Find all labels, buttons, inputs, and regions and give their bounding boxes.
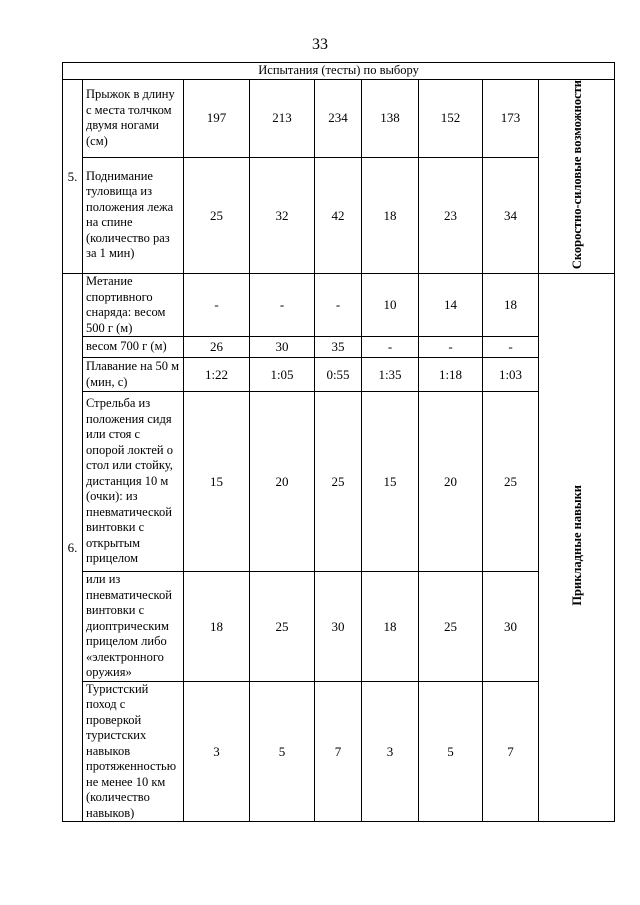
value-cell: 1:35 xyxy=(362,358,419,392)
value-cell: 20 xyxy=(419,392,483,572)
category-cell xyxy=(539,274,615,822)
value-cell: 32 xyxy=(250,157,315,274)
test-name: Поднимание туловища из положения лежа на спине (количество раз за 1 мин) xyxy=(83,157,184,274)
value-cell: 26 xyxy=(184,337,250,358)
value-cell: 3 xyxy=(184,681,250,822)
value-cell: 0:55 xyxy=(315,358,362,392)
section-number: 5. xyxy=(63,79,83,274)
group-title: Испытания (тесты) по выбору xyxy=(63,63,615,80)
value-cell: 34 xyxy=(483,157,539,274)
value-cell: 1:18 xyxy=(419,358,483,392)
value-cell: 1:22 xyxy=(184,358,250,392)
value-cell: - xyxy=(419,337,483,358)
table-row xyxy=(63,392,615,572)
value-cell: 25 xyxy=(419,572,483,682)
value-cell: 25 xyxy=(250,572,315,682)
value-cell: 1:05 xyxy=(250,358,315,392)
table-row xyxy=(63,681,615,822)
table-row xyxy=(63,274,615,337)
table-row xyxy=(63,157,615,274)
test-name: Метание спортивного снаряда: весом 500 г (м) xyxy=(83,274,184,337)
value-cell: 3 xyxy=(362,681,419,822)
value-cell: 7 xyxy=(315,681,362,822)
value-cell: - xyxy=(250,274,315,337)
value-cell: 30 xyxy=(483,572,539,682)
value-cell: - xyxy=(315,274,362,337)
value-cell: 20 xyxy=(250,392,315,572)
value-cell: 5 xyxy=(419,681,483,822)
value-cell: 138 xyxy=(362,79,419,157)
page-number: 33 xyxy=(312,36,328,53)
value-cell: 15 xyxy=(184,392,250,572)
category-cell xyxy=(539,79,615,274)
value-cell: 42 xyxy=(315,157,362,274)
category-label: Скоростно-силовые возможности xyxy=(569,79,584,269)
category-label: Прикладные навыки xyxy=(569,485,584,606)
table-row xyxy=(63,572,615,682)
value-cell: 30 xyxy=(250,337,315,358)
test-name: Стрельба из положения сидя или стоя с опорой локтей о стол или стойку, дистанция 10 м (очки): из пневматической винтовки с открытым прицелом xyxy=(83,392,184,572)
value-cell: 18 xyxy=(362,572,419,682)
value-cell: 173 xyxy=(483,79,539,157)
value-cell: 7 xyxy=(483,681,539,822)
table-row xyxy=(63,79,615,157)
value-cell: - xyxy=(184,274,250,337)
value-cell: 1:03 xyxy=(483,358,539,392)
value-cell: - xyxy=(362,337,419,358)
value-cell: 35 xyxy=(315,337,362,358)
value-cell: 18 xyxy=(362,157,419,274)
value-cell: 15 xyxy=(362,392,419,572)
value-cell: 30 xyxy=(315,572,362,682)
group-title-row xyxy=(63,63,615,80)
test-name: Плавание на 50 м (мин, с) xyxy=(83,358,184,392)
value-cell: 25 xyxy=(483,392,539,572)
value-cell: 152 xyxy=(419,79,483,157)
value-cell: 18 xyxy=(184,572,250,682)
section-number: 6. xyxy=(63,274,83,822)
value-cell: 213 xyxy=(250,79,315,157)
test-name: Прыжок в длину с места толчком двумя ногами (см) xyxy=(83,79,184,157)
value-cell: - xyxy=(483,337,539,358)
standards-table xyxy=(62,62,615,822)
value-cell: 234 xyxy=(315,79,362,157)
table-row xyxy=(63,358,615,392)
value-cell: 14 xyxy=(419,274,483,337)
test-name: весом 700 г (м) xyxy=(83,337,184,358)
value-cell: 5 xyxy=(250,681,315,822)
value-cell: 10 xyxy=(362,274,419,337)
test-name: или из пневматической винтовки с диоптрическим прицелом либо «электронного оружия» xyxy=(83,572,184,682)
value-cell: 18 xyxy=(483,274,539,337)
test-name: Туристский поход с проверкой туристских навыков протяженностью не менее 10 км (количество навыков) xyxy=(83,681,184,822)
table-row xyxy=(63,337,615,358)
value-cell: 23 xyxy=(419,157,483,274)
value-cell: 25 xyxy=(315,392,362,572)
value-cell: 197 xyxy=(184,79,250,157)
value-cell: 25 xyxy=(184,157,250,274)
